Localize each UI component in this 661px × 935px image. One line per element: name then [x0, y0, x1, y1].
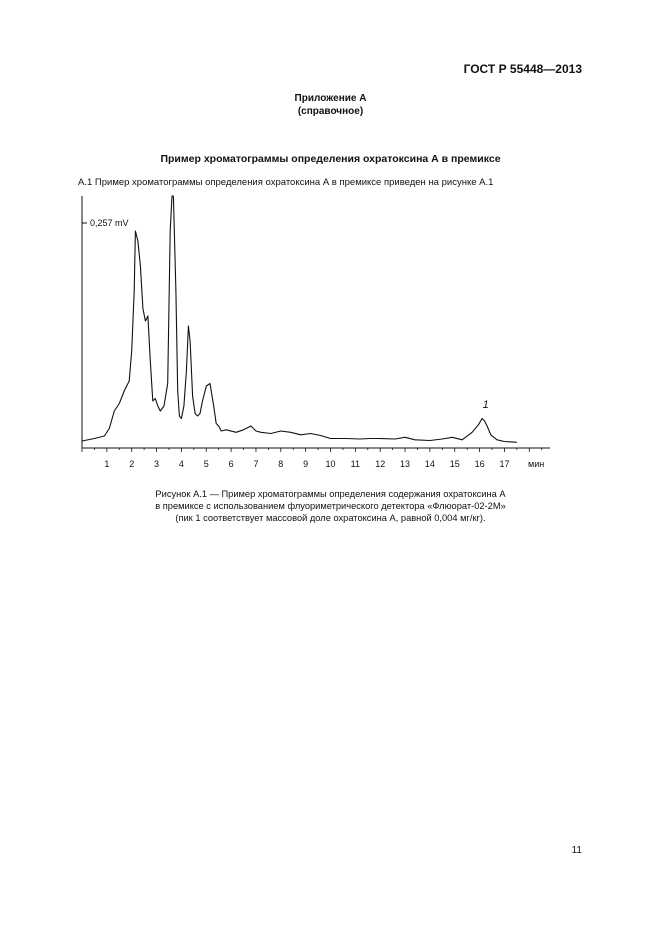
- x-tick-label: 17: [499, 459, 510, 469]
- x-tick-label: 10: [325, 459, 336, 469]
- chromatogram-line: [82, 196, 517, 442]
- x-tick-label: 11: [350, 459, 361, 469]
- x-ticks: [82, 448, 545, 469]
- x-tick-label: 7: [253, 459, 259, 469]
- x-tick-label: 15: [449, 459, 460, 469]
- x-tick-label: 12: [375, 459, 386, 469]
- x-tick-label: 13: [400, 459, 411, 469]
- x-tick-label: 8: [278, 459, 284, 469]
- annex-status: (справочное): [297, 106, 364, 117]
- x-tick-label: 5: [203, 459, 209, 469]
- x-tick-label: 9: [303, 459, 309, 469]
- x-tick-label: 6: [228, 459, 234, 469]
- x-tick-label: 4: [178, 459, 184, 469]
- page-number: 11: [571, 845, 582, 856]
- intro-paragraph: А.1 Пример хроматограммы определения охратоксина А в премиксе приведен на рисунке А.1: [78, 177, 494, 188]
- x-tick-label: 2: [129, 459, 135, 469]
- x-axis-label: мин: [528, 459, 545, 469]
- x-tick-label: 14: [424, 459, 435, 469]
- y-scale-label: 0,257 mV: [90, 218, 129, 228]
- x-tick-label: 16: [474, 459, 485, 469]
- caption-line: (пик 1 соответствует массовой доле охратоксина А, равной 0,004 мг/кг).: [175, 513, 486, 523]
- peak-annotation-label: 1: [482, 399, 489, 411]
- standard-code: ГОСТ Р 55448—2013: [463, 62, 582, 76]
- caption-line: Рисунок А.1 — Пример хроматограммы определения содержания охратоксина А: [155, 489, 506, 499]
- annex-label: Приложение А: [294, 93, 367, 104]
- x-tick-label: 1: [104, 459, 110, 469]
- x-tick-label: 3: [154, 459, 160, 469]
- caption-line: в премиксе с использованием флуориметрического детектора «Флюорат-02-2М»: [155, 501, 506, 511]
- annex-title: Пример хроматограммы определения охратоксина А в премиксе: [160, 153, 501, 165]
- figure-caption: [0, 488, 661, 524]
